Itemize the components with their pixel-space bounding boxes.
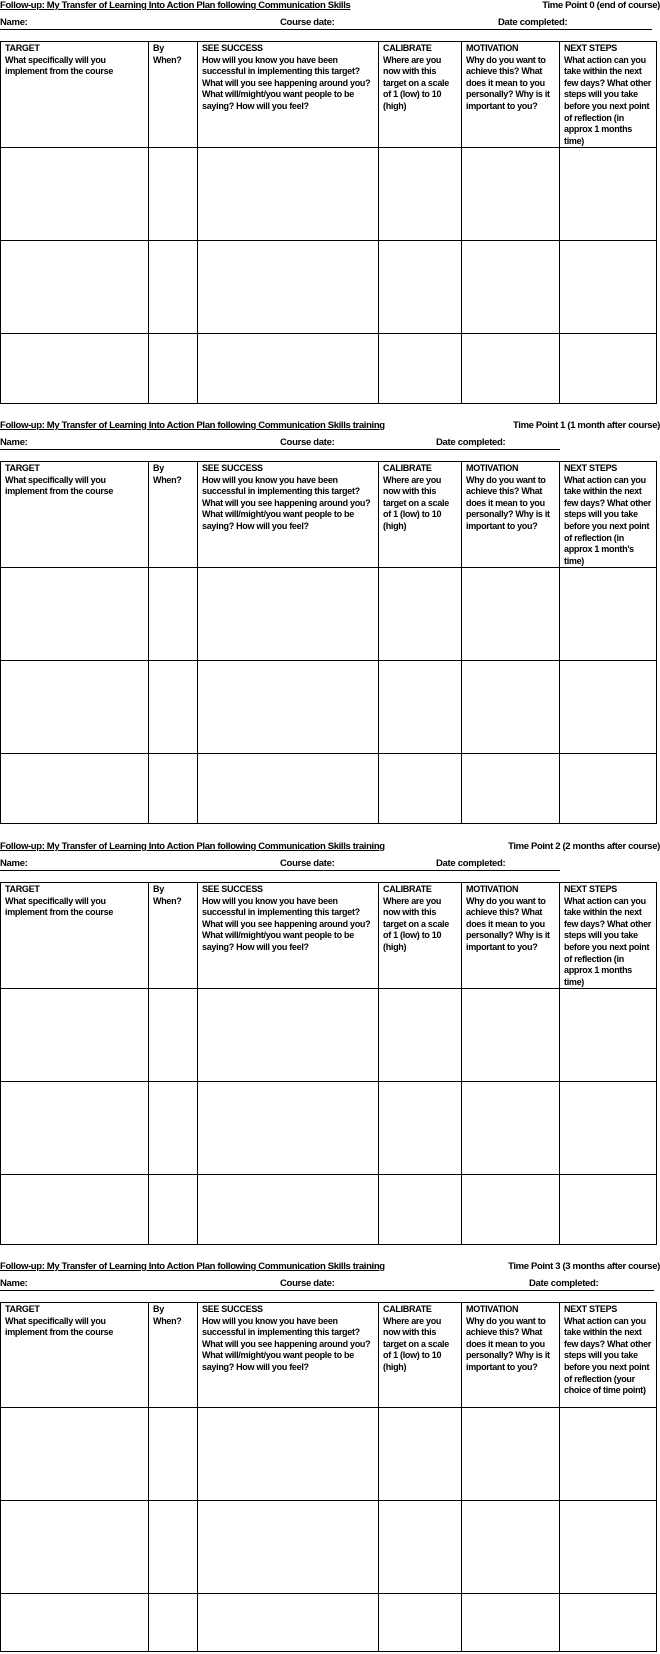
col-title: TARGET	[5, 1304, 40, 1314]
entry-cell[interactable]	[1, 568, 149, 661]
col-prompt: Where are you now with this target on a scale of 1 (low) to 10 (high)	[383, 895, 449, 952]
col-motivation	[462, 42, 560, 148]
col-prompt: Why do you want to achieve this? What does it mean to you personally? Why is it important to you?	[466, 54, 550, 111]
table-row	[1, 148, 657, 241]
entry-cell[interactable]	[462, 1594, 560, 1652]
col-prompt: What specifically will you implement from the course	[5, 474, 114, 497]
entry-cell[interactable]	[560, 1501, 657, 1594]
header-row	[1, 42, 657, 148]
entry-cell[interactable]	[560, 1594, 657, 1652]
table-row	[1, 1082, 657, 1175]
entry-cell[interactable]	[198, 568, 379, 661]
entry-cell[interactable]	[379, 1175, 462, 1245]
table-row	[1, 1175, 657, 1245]
entry-cell[interactable]	[560, 568, 657, 661]
col-by-when	[149, 42, 198, 148]
col-title: CALIBRATE	[383, 463, 432, 473]
entry-cell[interactable]	[560, 661, 657, 754]
col-next-steps	[560, 42, 657, 148]
entry-cell[interactable]	[1, 661, 149, 754]
col-calibrate	[379, 883, 462, 989]
col-prompt: What specifically will you implement from the course	[5, 54, 114, 77]
entry-cell[interactable]	[379, 1082, 462, 1175]
course-date-label: Course date:	[280, 858, 335, 869]
entry-cell[interactable]	[462, 1082, 560, 1175]
time-point-label: Time Point 0 (end of course)	[542, 0, 660, 11]
section-title: Follow-up: My Transfer of Learning Into Action Plan following Communication Skills training	[0, 841, 385, 852]
col-prompt: What action can you take within the next few days? What other steps will you take before you next point of reflection (in approx 1 months time)	[564, 54, 652, 146]
entry-cell[interactable]	[198, 1175, 379, 1245]
entry-cell[interactable]	[198, 1082, 379, 1175]
plan-section-time-point-0	[0, 0, 660, 410]
col-prompt: Where are you now with this target on a scale of 1 (low) to 10 (high)	[383, 474, 449, 531]
col-motivation	[462, 1303, 560, 1408]
date-completed-label: Date completed:	[436, 858, 506, 869]
table-row	[1, 754, 657, 824]
entry-cell[interactable]	[560, 989, 657, 1082]
entry-cell[interactable]	[462, 148, 560, 241]
fill-in-line[interactable]	[0, 1290, 654, 1291]
entry-cell[interactable]	[149, 568, 198, 661]
plan-section-time-point-2	[0, 841, 660, 1251]
entry-cell[interactable]	[149, 334, 198, 404]
col-next-steps	[560, 883, 657, 989]
col-motivation	[462, 462, 560, 568]
col-see-success	[198, 883, 379, 989]
col-title: NEXT STEPS	[564, 884, 618, 894]
entry-cell[interactable]	[198, 989, 379, 1082]
entry-cell[interactable]	[379, 754, 462, 824]
action-plan-table	[0, 1302, 657, 1652]
entry-cell[interactable]	[198, 241, 379, 334]
entry-cell[interactable]	[379, 334, 462, 404]
header-row	[1, 462, 657, 568]
col-calibrate	[379, 42, 462, 148]
entry-cell[interactable]	[560, 241, 657, 334]
time-point-label: Time Point 2 (2 months after course)	[508, 841, 660, 852]
entry-cell[interactable]	[198, 754, 379, 824]
col-title: NEXT STEPS	[564, 43, 618, 53]
name-label: Name:	[0, 17, 28, 28]
col-title: By	[153, 43, 164, 53]
entry-cell[interactable]	[1, 241, 149, 334]
col-title: MOTIVATION	[466, 43, 519, 53]
action-plan-table	[0, 461, 657, 824]
col-prompt: When?	[153, 1315, 182, 1326]
col-prompt: What action can you take within the next few days? What other steps will you take before you next point of reflection (in approx 1 months time)	[564, 895, 652, 987]
col-prompt: How will you know you have been successful in implementing this target? What will you see happening around you? What will/might/you want people to be saying? How will you feel?	[202, 54, 371, 111]
col-prompt: Why do you want to achieve this? What does it mean to you personally? Why is it important to you?	[466, 895, 550, 952]
table-row	[1, 989, 657, 1082]
date-completed-label: Date completed:	[498, 17, 568, 28]
col-title: TARGET	[5, 884, 40, 894]
col-title: SEE SUCCESS	[202, 463, 263, 473]
entry-cell[interactable]	[560, 1408, 657, 1501]
col-prompt: When?	[153, 895, 182, 906]
entry-cell[interactable]	[1, 334, 149, 404]
col-title: MOTIVATION	[466, 463, 519, 473]
col-prompt: What specifically will you implement from the course	[5, 895, 114, 918]
col-motivation	[462, 883, 560, 989]
col-title: By	[153, 463, 164, 473]
entry-cell[interactable]	[149, 989, 198, 1082]
col-prompt: When?	[153, 474, 182, 485]
col-target	[1, 883, 149, 989]
col-prompt: What action can you take within the next few days? What other steps will you take before you next point of reflection (your choice of time point)	[564, 1315, 652, 1396]
col-title: SEE SUCCESS	[202, 43, 263, 53]
col-title: NEXT STEPS	[564, 1304, 618, 1314]
col-target	[1, 42, 149, 148]
entry-cell[interactable]	[198, 148, 379, 241]
col-target	[1, 462, 149, 568]
entry-cell[interactable]	[379, 568, 462, 661]
section-title: Follow-up: My Transfer of Learning Into Action Plan following Communication Skills training	[0, 1261, 385, 1272]
entry-cell[interactable]	[1, 1408, 149, 1501]
col-title: MOTIVATION	[466, 884, 519, 894]
entry-cell[interactable]	[149, 1594, 198, 1652]
col-see-success	[198, 1303, 379, 1408]
col-prompt: How will you know you have been successful in implementing this target? What will you see happening around you? What will/might/you want people to be saying? How will you feel?	[202, 474, 371, 531]
entry-cell[interactable]	[560, 148, 657, 241]
table-row	[1, 1594, 657, 1652]
entry-cell[interactable]	[462, 661, 560, 754]
entry-cell[interactable]	[149, 1408, 198, 1501]
entry-cell[interactable]	[560, 1175, 657, 1245]
col-prompt: How will you know you have been successful in implementing this target? What will you see happening around you? What will/might/you want people to be saying? How will you feel?	[202, 1315, 371, 1372]
entry-cell[interactable]	[149, 1175, 198, 1245]
col-title: CALIBRATE	[383, 43, 432, 53]
col-by-when	[149, 462, 198, 568]
section-title: Follow-up: My Transfer of Learning Into Action Plan following Communication Skills	[0, 0, 351, 11]
entry-cell[interactable]	[198, 1408, 379, 1501]
col-title: By	[153, 1304, 164, 1314]
entry-cell[interactable]	[149, 661, 198, 754]
entry-cell[interactable]	[149, 148, 198, 241]
col-prompt: Why do you want to achieve this? What does it mean to you personally? Why is it important to you?	[466, 1315, 550, 1372]
date-completed-label: Date completed:	[436, 437, 506, 448]
course-date-label: Course date:	[280, 17, 335, 28]
entry-cell[interactable]	[198, 661, 379, 754]
action-plan-table	[0, 41, 657, 404]
col-title: By	[153, 884, 164, 894]
entry-cell[interactable]	[462, 241, 560, 334]
entry-cell[interactable]	[379, 241, 462, 334]
entry-cell[interactable]	[560, 1082, 657, 1175]
fill-in-line[interactable]	[0, 29, 652, 30]
date-completed-label: Date completed:	[529, 1278, 599, 1289]
action-plan-table	[0, 882, 657, 1245]
plan-section-time-point-3	[0, 1261, 660, 1654]
col-title: CALIBRATE	[383, 884, 432, 894]
entry-cell[interactable]	[560, 754, 657, 824]
col-title: TARGET	[5, 463, 40, 473]
entry-cell[interactable]	[1, 989, 149, 1082]
entry-cell[interactable]	[379, 989, 462, 1082]
col-calibrate	[379, 1303, 462, 1408]
table-row	[1, 241, 657, 334]
entry-cell[interactable]	[462, 1175, 560, 1245]
table-row	[1, 568, 657, 661]
entry-cell[interactable]	[379, 1594, 462, 1652]
col-title: CALIBRATE	[383, 1304, 432, 1314]
entry-cell[interactable]	[1, 754, 149, 824]
entry-cell[interactable]	[462, 754, 560, 824]
col-prompt: How will you know you have been successful in implementing this target? What will you see happening around you? What will/might/you want people to be saying? How will you feel?	[202, 895, 371, 952]
col-see-success	[198, 42, 379, 148]
time-point-label: Time Point 3 (3 months after course)	[508, 1261, 660, 1272]
entry-cell[interactable]	[198, 334, 379, 404]
time-point-label: Time Point 1 (1 month after course)	[513, 420, 660, 431]
table-row	[1, 661, 657, 754]
fill-in-line[interactable]	[0, 449, 560, 450]
entry-cell[interactable]	[198, 1594, 379, 1652]
entry-cell[interactable]	[149, 1501, 198, 1594]
entry-cell[interactable]	[149, 754, 198, 824]
entry-cell[interactable]	[462, 334, 560, 404]
entry-cell[interactable]	[1, 1594, 149, 1652]
col-next-steps	[560, 462, 657, 568]
table-row	[1, 334, 657, 404]
course-date-label: Course date:	[280, 1278, 335, 1289]
col-title: SEE SUCCESS	[202, 1304, 263, 1314]
course-date-label: Course date:	[280, 437, 335, 448]
entry-cell[interactable]	[149, 1082, 198, 1175]
col-see-success	[198, 462, 379, 568]
entry-cell[interactable]	[1, 1175, 149, 1245]
col-target	[1, 1303, 149, 1408]
col-by-when	[149, 1303, 198, 1408]
col-prompt: What action can you take within the next few days? What other steps will you take before you next point of reflection (in approx 1 month’s time)	[564, 474, 652, 566]
col-title: NEXT STEPS	[564, 463, 618, 473]
header-row	[1, 883, 657, 989]
header-row	[1, 1303, 657, 1408]
col-next-steps	[560, 1303, 657, 1408]
name-label: Name:	[0, 1278, 28, 1289]
entry-cell[interactable]	[1, 148, 149, 241]
col-prompt: Where are you now with this target on a scale of 1 (low) to 10 (high)	[383, 54, 449, 111]
col-by-when	[149, 883, 198, 989]
table-row	[1, 1501, 657, 1594]
fill-in-line[interactable]	[0, 870, 560, 871]
col-prompt: Where are you now with this target on a scale of 1 (low) to 10 (high)	[383, 1315, 449, 1372]
entry-cell[interactable]	[462, 989, 560, 1082]
name-label: Name:	[0, 858, 28, 869]
entry-cell[interactable]	[462, 1501, 560, 1594]
entry-cell[interactable]	[198, 1501, 379, 1594]
entry-cell[interactable]	[462, 568, 560, 661]
col-title: SEE SUCCESS	[202, 884, 263, 894]
col-prompt: What specifically will you implement from the course	[5, 1315, 114, 1338]
entry-cell[interactable]	[560, 334, 657, 404]
table-row	[1, 1408, 657, 1501]
col-title: TARGET	[5, 43, 40, 53]
col-prompt: Why do you want to achieve this? What does it mean to you personally? Why is it important to you?	[466, 474, 550, 531]
plan-section-time-point-1	[0, 420, 660, 830]
section-title: Follow-up: My Transfer of Learning Into Action Plan following Communication Skills training	[0, 420, 385, 431]
entry-cell[interactable]	[1, 1082, 149, 1175]
entry-cell[interactable]	[379, 1501, 462, 1594]
col-prompt: When?	[153, 54, 182, 65]
entry-cell[interactable]	[462, 1408, 560, 1501]
entry-cell[interactable]	[379, 148, 462, 241]
col-title: MOTIVATION	[466, 1304, 519, 1314]
entry-cell[interactable]	[379, 1408, 462, 1501]
col-calibrate	[379, 462, 462, 568]
name-label: Name:	[0, 437, 28, 448]
entry-cell[interactable]	[149, 241, 198, 334]
entry-cell[interactable]	[379, 661, 462, 754]
entry-cell[interactable]	[1, 1501, 149, 1594]
